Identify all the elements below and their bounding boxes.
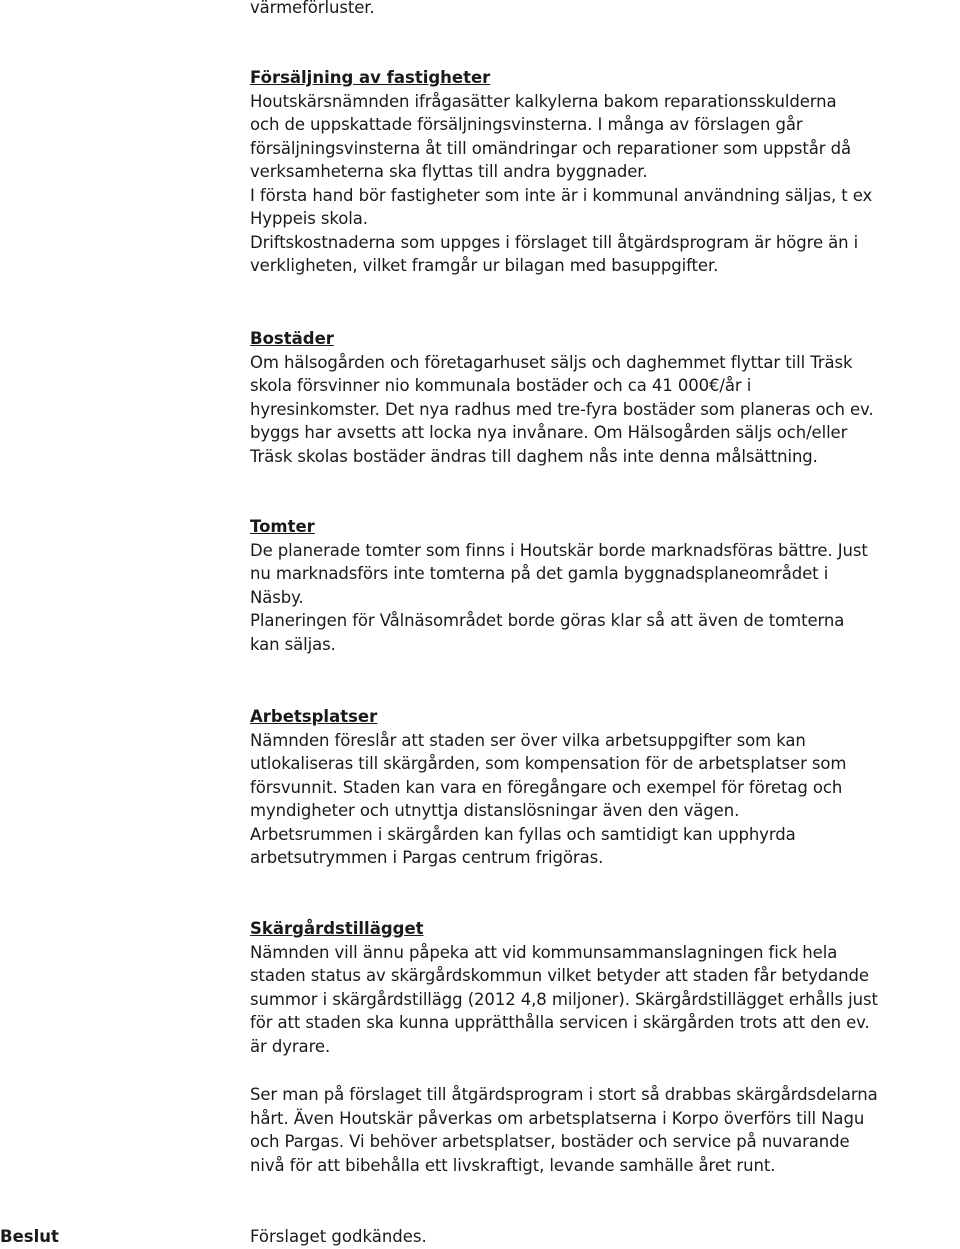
paragraph-line: utlokaliseras till skärgården, som kompensation för de arbetsplatser som (250, 754, 847, 773)
paragraph-line: skola försvinner nio kommunala bostäder och ca 41 000€/år i (250, 376, 752, 395)
paragraph-line: för att staden ska kunna upprätthålla servicen i skärgården trots att den ev. (250, 1013, 870, 1032)
paragraph-line: Arbetsrummen i skärgården kan fyllas och samtidigt kan upphyrda (250, 824, 796, 844)
paragraph-line: Hyppeis skola. (250, 209, 368, 228)
paragraph-line: Nämnden vill ännu påpeka att vid kommunsammanslagningen fick hela (250, 942, 838, 962)
section-arbetsplatser (250, 705, 956, 870)
paragraph-line: Näsby. (250, 587, 304, 607)
paragraph-line: och Pargas. Vi behöver arbetsplatser, bostäder och service på nuvarande (250, 1132, 850, 1151)
paragraph-line: myndigheter och utnyttja distanslösningar även den vägen. (250, 801, 740, 820)
paragraph-line: nu marknadsförs inte tomterna på det gamla byggnadsplaneområdet i (250, 564, 829, 583)
paragraph-line: hyresinkomster. Det nya radhus med tre-fyra bostäder som planeras och ev. (250, 399, 874, 419)
section-skargardstillagget (250, 917, 956, 1058)
paragraph-line: Träsk skolas bostäder ändras till daghem nås inte denna målsättning. (250, 446, 818, 466)
intro-block (250, 0, 956, 20)
paragraph-line: är dyrare. (250, 1036, 331, 1056)
decision-label: Beslut (0, 1227, 59, 1246)
paragraph-line: kan säljas. (250, 634, 336, 654)
paragraph-line: I första hand bör fastigheter som inte är i kommunal användning säljas, t ex (250, 185, 873, 205)
section-forsaljning (250, 66, 956, 278)
paragraph-line: försvunnit. Staden kan vara en föregångare och exempel för företag och (250, 777, 843, 797)
intro-line: värmeförluster. (250, 0, 375, 17)
paragraph-line: hårt. Även Houtskär påverkas om arbetsplatserna i Korpo överförs till Nagu (250, 1108, 865, 1128)
paragraph-line: verksamheterna ska flyttas till andra byggnader. (250, 162, 648, 181)
section-bostader (250, 327, 956, 468)
paragraph-line: och de uppskattade försäljningsvinsterna. I många av förslagen går (250, 115, 803, 134)
paragraph-line: Planeringen för Vålnäsområdet borde göras klar så att även de tomterna (250, 611, 845, 630)
section-heading: Arbetsplatser (250, 707, 378, 726)
paragraph-line: försäljningsvinsterna åt till omändringar och reparationer som uppstår då (250, 138, 852, 158)
paragraph-line: nivå för att bibehålla ett livskraftigt, levande samhälle året runt. (250, 1155, 776, 1175)
paragraph-line: byggs har avsetts att locka nya invånare. Om Hälsogården säljs och/eller (250, 423, 848, 442)
paragraph-line: Houtskärsnämnden ifrågasätter kalkylerna bakom reparationsskulderna (250, 91, 837, 111)
paragraph-line: Om hälsogården och företagarhuset säljs och daghemmet flyttar till Träsk (250, 352, 853, 372)
paragraph-line: Ser man på förslaget till åtgärdsprogram i stort så drabbas skärgårdsdelarna (250, 1085, 878, 1104)
section-heading: Tomter (250, 517, 315, 536)
section-summary (250, 1083, 956, 1177)
section-tomter (250, 515, 956, 656)
paragraph-line: summor i skärgårdstillägg (2012 4,8 miljoner). Skärgårdstillägget erhålls just (250, 989, 878, 1009)
section-heading: Försäljning av fastigheter (250, 68, 491, 87)
paragraph-line: verkligheten, vilket framgår ur bilagan med basuppgifter. (250, 256, 719, 275)
decision-text: Förslaget godkändes. (250, 1227, 427, 1246)
section-heading: Bostäder (250, 329, 334, 348)
paragraph-line: staden status av skärgårdskommun vilket betyder att staden får betydande (250, 966, 869, 985)
paragraph-line: arbetsutrymmen i Pargas centrum frigöras. (250, 848, 604, 867)
paragraph-line: De planerade tomter som finns i Houtskär borde marknadsföras bättre. Just (250, 540, 868, 560)
paragraph-line: Driftskostnaderna som uppges i förslaget till åtgärdsprogram är högre än i (250, 232, 859, 252)
section-heading: Skärgårdstillägget (250, 919, 424, 938)
paragraph-line: Nämnden föreslår att staden ser över vilka arbetsuppgifter som kan (250, 730, 806, 750)
